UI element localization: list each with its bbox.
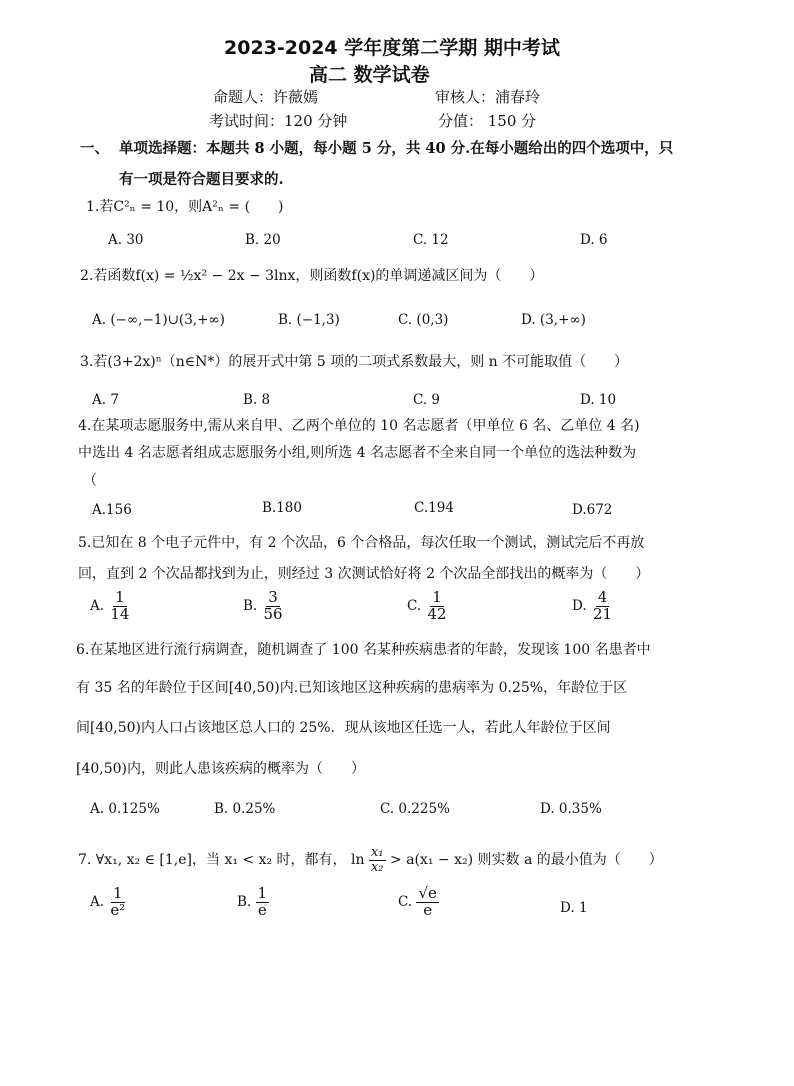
option-label: B.	[243, 597, 258, 614]
exam-subtitle: 高二 数学试卷	[309, 64, 430, 86]
numerator: 4	[597, 588, 608, 606]
question-6-line3: 间[40,50)内人口占该地区总人口的 25%．现从该地区任选一人，若此人年龄位于区间	[76, 720, 611, 736]
denominator: x₂	[370, 859, 384, 875]
denominator: 56	[263, 604, 283, 623]
option-label: C.	[407, 597, 422, 614]
question-4-line1: 4.在某项志愿服务中,需从来自甲、乙两个单位的 10 名志愿者（甲单位 6 名、乙单位 4 名)	[78, 418, 640, 434]
q7-option-d	[560, 900, 588, 916]
q2-option-b: B. (−1,3)	[278, 312, 340, 328]
question-5-line1: 5.已知在 8 个电子元件中，有 2 个次品，6 个合格品，每次任取一个测试，测试完后不再放	[78, 535, 645, 551]
q5-option-c	[407, 590, 449, 623]
q7-option-b	[237, 886, 269, 919]
time-label: 考试时间：120 分钟	[209, 112, 348, 130]
q7-text-a: 7. ∀x₁, x₂ ∈ [1,e]，当 x₁ < x₂ 时，都有，	[78, 852, 347, 869]
denominator: 14	[110, 604, 130, 623]
setter-label: 命题人：许薇嫣	[213, 88, 319, 106]
ln-fraction	[369, 846, 386, 874]
question-6-line2: 有 35 名的年龄位于区间[40,50)内.已知该地区这种疾病的患病率为 0.25%，年龄位于区	[76, 680, 628, 696]
exam-title: 2023-2024 学年度第二学期 期中考试	[224, 37, 560, 59]
q4-option-a: A.156	[92, 502, 132, 518]
q4-option-c: C.194	[414, 500, 454, 516]
question-4-line2: 中选出 4 名志愿者组成志愿服务小组,则所选 4 名志愿者不全来自同一个单位的选法种数为	[78, 445, 637, 461]
reviewer-label: 审核人：浦春玲	[435, 88, 541, 106]
numerator: 3	[268, 588, 278, 606]
q6-option-c: C. 0.225%	[380, 801, 450, 817]
numerator: 1	[115, 588, 125, 606]
score-label: 分值： 150 分	[438, 112, 537, 130]
question-4-line3: （	[83, 473, 97, 489]
ln-symbol: ln	[351, 852, 365, 869]
option-label: C.	[398, 893, 413, 910]
q3-option-b: B. 8	[243, 392, 271, 408]
numerator: √e	[418, 884, 437, 902]
q3-option-a: A. 7	[92, 392, 119, 408]
option-label: D.	[572, 597, 587, 614]
denominator: e	[257, 900, 267, 919]
section-instructions-line2: 有一项是符合题目要求的.	[119, 171, 284, 188]
fraction	[262, 590, 285, 623]
question-1: 1.若C²ₙ = 10，则A²ₙ = ( )	[86, 199, 284, 215]
option-label: D.	[560, 900, 575, 916]
numerator: 1	[257, 884, 268, 902]
q7-option-a	[90, 886, 127, 919]
q2-option-a: A. (−∞,−1)∪(3,+∞)	[92, 312, 225, 328]
denominator: e	[423, 900, 433, 919]
denominator: 21	[592, 604, 613, 623]
fraction	[425, 590, 448, 623]
question-6-line1: 6.在某地区进行流行病调查，随机调查了 100 名某种疾病患者的年龄，发现该 100 名患者中	[76, 642, 651, 658]
q7-option-c	[398, 886, 439, 919]
fraction	[108, 590, 131, 623]
option-label: A.	[90, 893, 105, 910]
q3-option-c: C. 9	[413, 392, 441, 408]
q1-option-c: C. 12	[413, 232, 449, 248]
q5-option-a	[90, 590, 131, 623]
numerator: 1	[113, 884, 123, 902]
denominator: 42	[427, 604, 447, 623]
q5-option-d	[572, 590, 614, 623]
numerator: x₁	[370, 845, 384, 860]
q1-option-d: D. 6	[580, 232, 608, 248]
fraction	[416, 886, 438, 919]
question-5-line2: 回，直到 2 个次品都找到为止，则经过 3 次测试恰好将 2 个次品全部找出的概率为（ ）	[78, 566, 650, 582]
fraction	[256, 886, 270, 919]
q1-option-b: B. 20	[245, 232, 281, 248]
denominator: e²	[110, 900, 126, 919]
q2-option-d: D. (3,+∞)	[521, 312, 586, 328]
question-6-line4: [40,50)内，则此人患该疾病的概率为（ ）	[76, 761, 366, 777]
q6-option-d: D. 0.35%	[540, 801, 602, 817]
q6-option-b: B. 0.25%	[214, 801, 276, 817]
q4-option-d: D.672	[572, 502, 613, 518]
q7-text-b: > a(x₁ − x₂) 则实数 a 的最小值为（ ）	[389, 852, 663, 869]
section-instructions-line1: 单项选择题：本题共 8 小题，每小题 5 分，共 40 分.在每小题给出的四个选项中，只	[119, 140, 674, 157]
question-2: 2.若函数f(x) = ½x² − 2x − 3lnx，则函数f(x)的单调递减区间为（ ）	[80, 268, 544, 284]
question-3: 3.若(3+2x)ⁿ（n∈N*）的展开式中第 5 项的二项式系数最大，则 n 不可能取值（ ）	[80, 354, 629, 370]
q5-option-b	[243, 590, 285, 623]
option-label: A.	[90, 597, 105, 614]
fraction	[108, 886, 127, 919]
numerator: 1	[432, 588, 442, 606]
q6-option-a: A. 0.125%	[90, 801, 160, 817]
section-index: 一、	[80, 140, 109, 157]
option-label: B.	[237, 893, 252, 910]
option-value: 1	[578, 900, 588, 916]
q3-option-d: D. 10	[580, 392, 617, 408]
q1-option-a: A. 30	[108, 232, 144, 248]
q2-option-c: C. (0,3)	[398, 312, 449, 328]
question-7	[78, 846, 663, 874]
q4-option-b: B.180	[262, 500, 302, 516]
fraction	[591, 590, 614, 623]
